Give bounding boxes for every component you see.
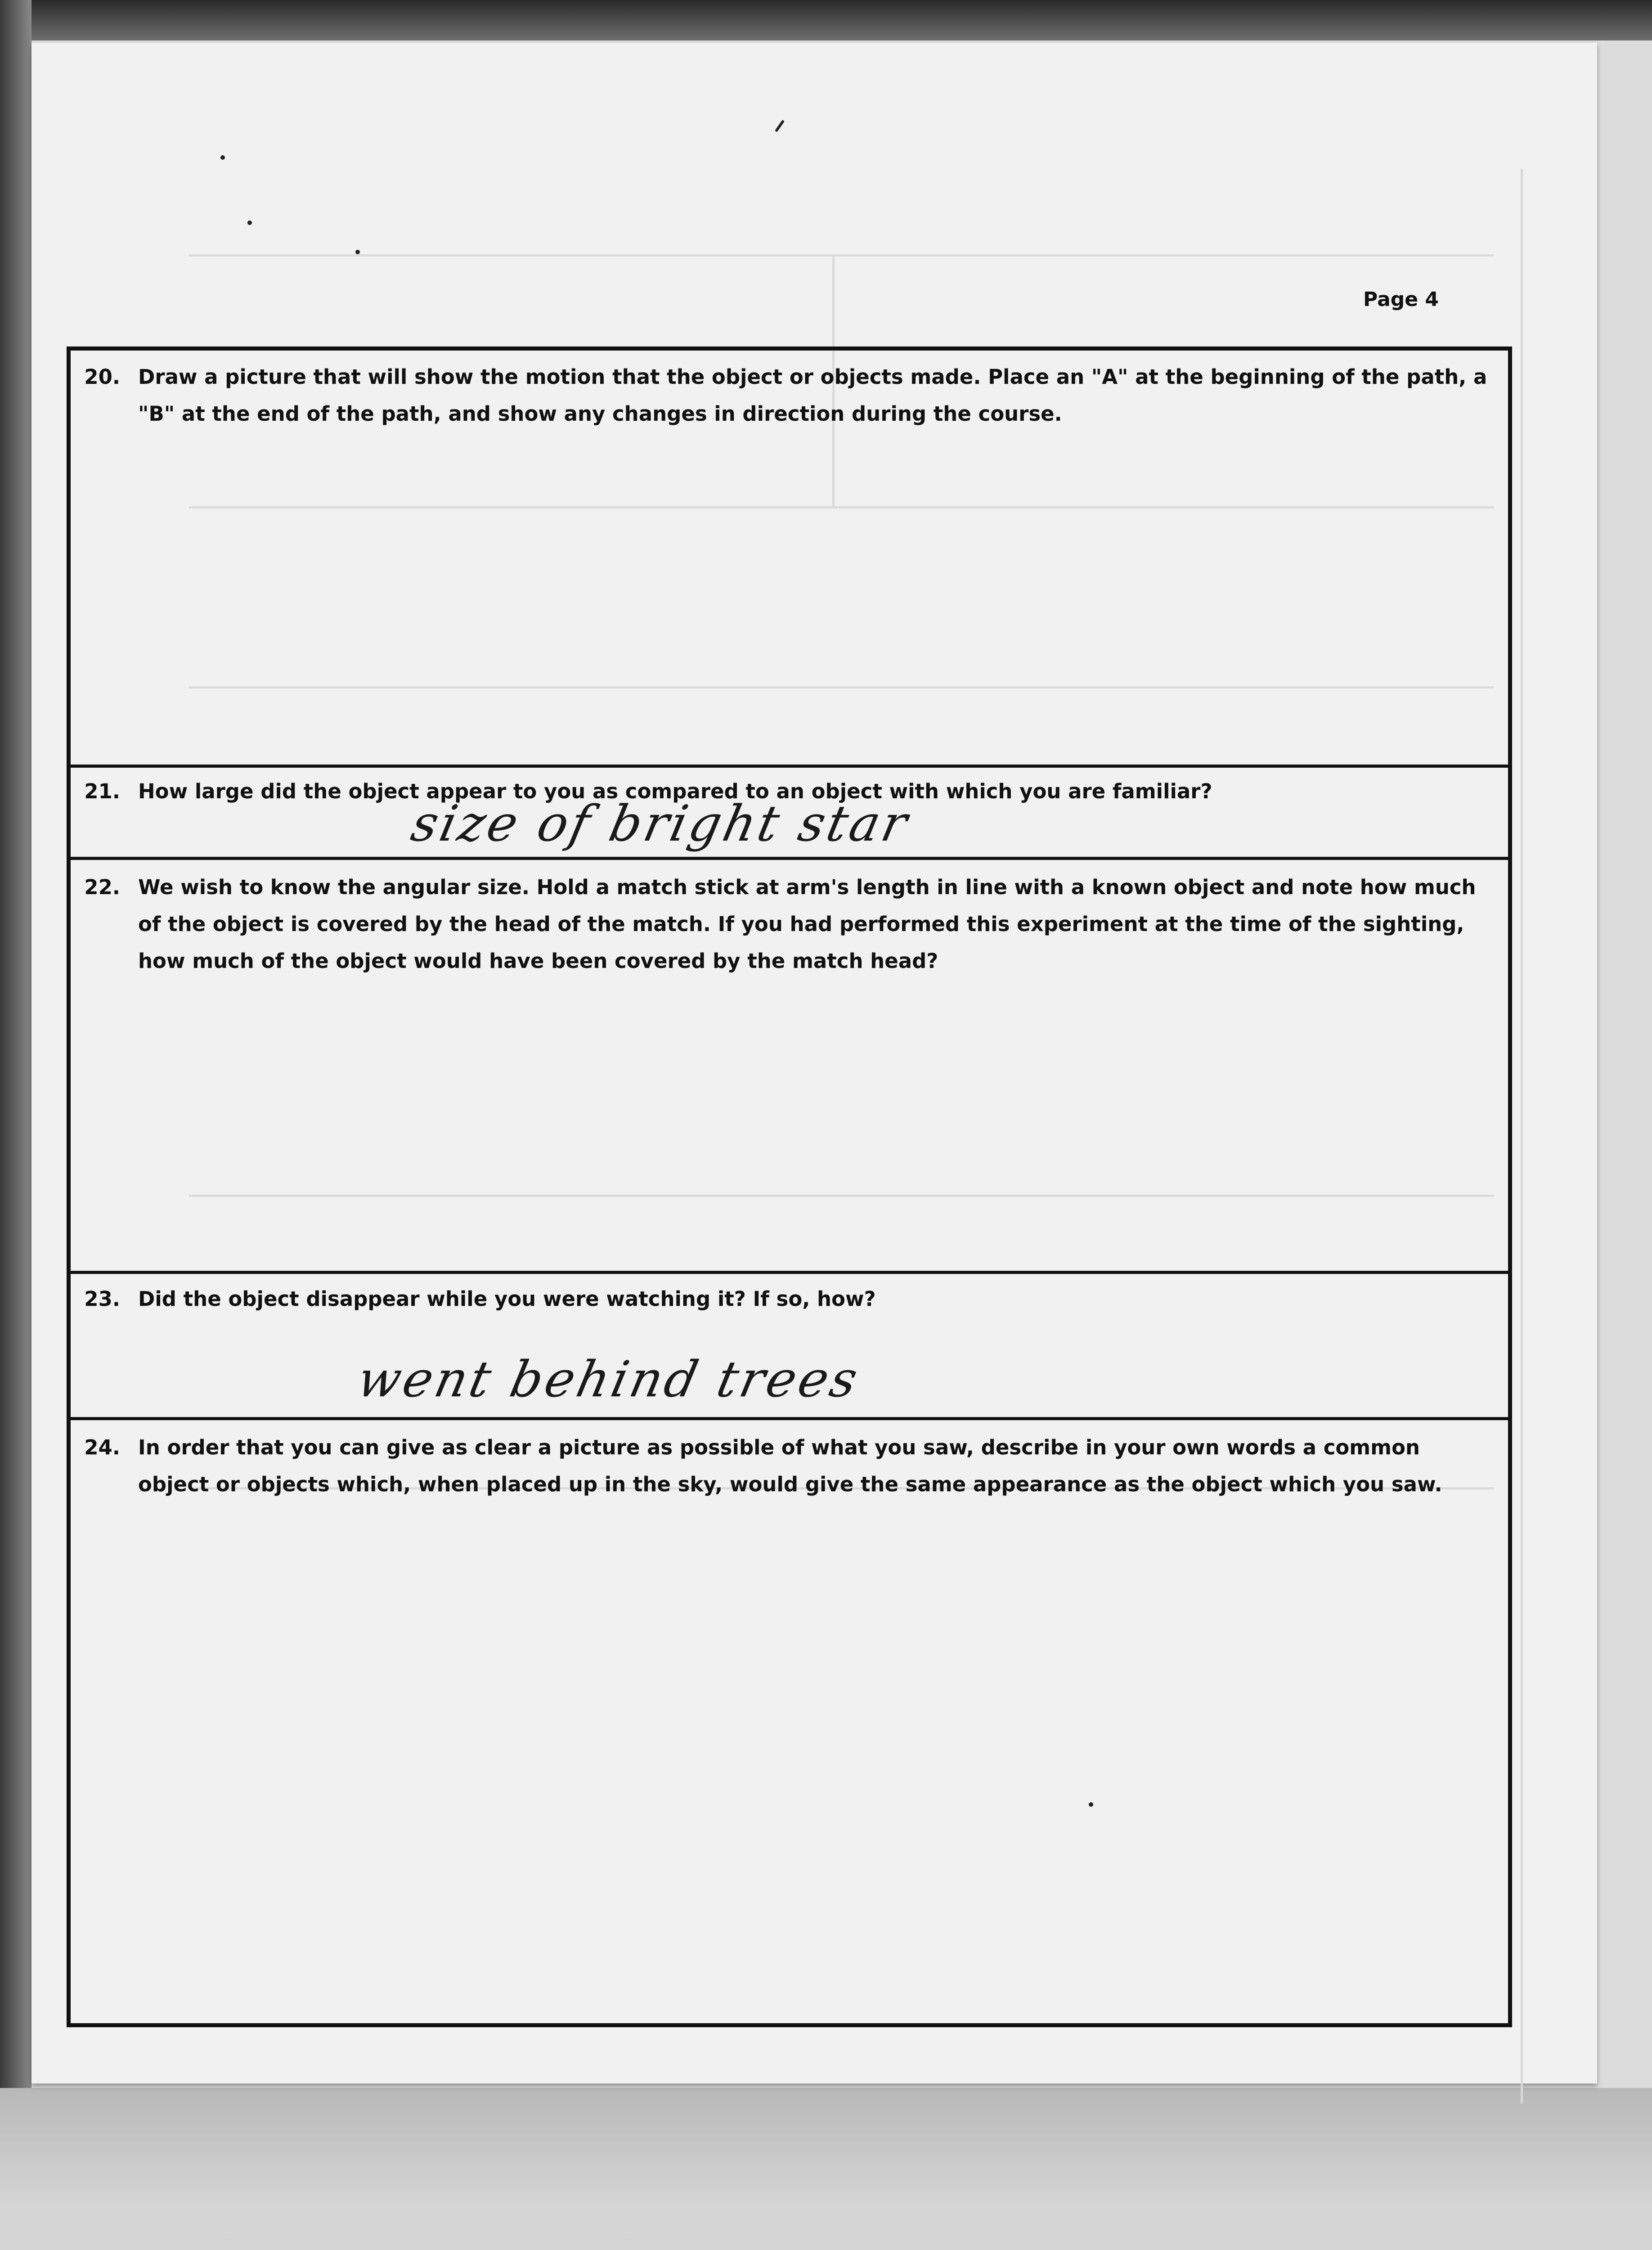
- question-22: [71, 857, 1508, 1271]
- question-20-prompt: Draw a picture that will show the motion that the object or objects made. Place an "A" at the beginning of the path, a "B" at the end of the path, and show any changes in direction during the course.: [138, 365, 1487, 426]
- question-21-number: 21.: [84, 779, 120, 803]
- scan-left-edge: [0, 0, 31, 2115]
- question-22-text-block: [71, 869, 1497, 981]
- form-page: [31, 43, 1597, 2084]
- show-through-line: [189, 254, 1494, 256]
- question-23: [71, 1271, 1508, 1417]
- speck: [247, 220, 252, 225]
- speck: [355, 250, 360, 254]
- question-23-prompt: Did the object disappear while you were watching it? If so, how?: [138, 1287, 876, 1311]
- question-20-answer-area[interactable]: [71, 441, 1508, 756]
- question-20-number: 20.: [84, 365, 120, 389]
- question-23-handwritten-answer: went behind trees: [352, 1350, 866, 1408]
- question-22-prompt: We wish to know the angular size. Hold a match stick at arm's length in line with a known object and note how much of the object is covered by the head of the match. If you had performed this experiment at the time of the sighting, how much of the object would have been covered by the match head?: [138, 875, 1476, 973]
- question-24: [71, 1417, 1508, 2025]
- question-21-handwritten-answer: size of bright star: [406, 795, 915, 852]
- question-24-number: 24.: [84, 1436, 120, 1459]
- question-22-answer-area[interactable]: [71, 986, 1508, 1265]
- speck: [775, 120, 785, 132]
- question-23-number: 23.: [84, 1287, 120, 1311]
- scan-background: [0, 2088, 1652, 2250]
- page-number: Page 4: [1363, 288, 1439, 311]
- question-24-answer-area[interactable]: [71, 1546, 1508, 2014]
- question-24-prompt: In order that you can give as clear a picture as possible of what you saw, describe in your own words a common object or objects which, when placed up in the sky, would give the same appearance as the object which you saw.: [138, 1436, 1442, 1496]
- question-20-text-block: [71, 359, 1497, 435]
- scan-top-edge: [0, 0, 1652, 40]
- show-through-line: [1521, 169, 1523, 2104]
- question-23-text-block: [71, 1281, 1497, 1321]
- question-21: [71, 765, 1508, 857]
- questions-box: [67, 346, 1512, 2027]
- question-20: [71, 351, 1508, 765]
- speck: [220, 155, 225, 160]
- question-21-prompt: How large did the object appear to you as compared to an object with which you are familiar?: [138, 779, 1212, 803]
- question-24-text-block: [71, 1429, 1497, 1542]
- question-22-number: 22.: [84, 875, 120, 899]
